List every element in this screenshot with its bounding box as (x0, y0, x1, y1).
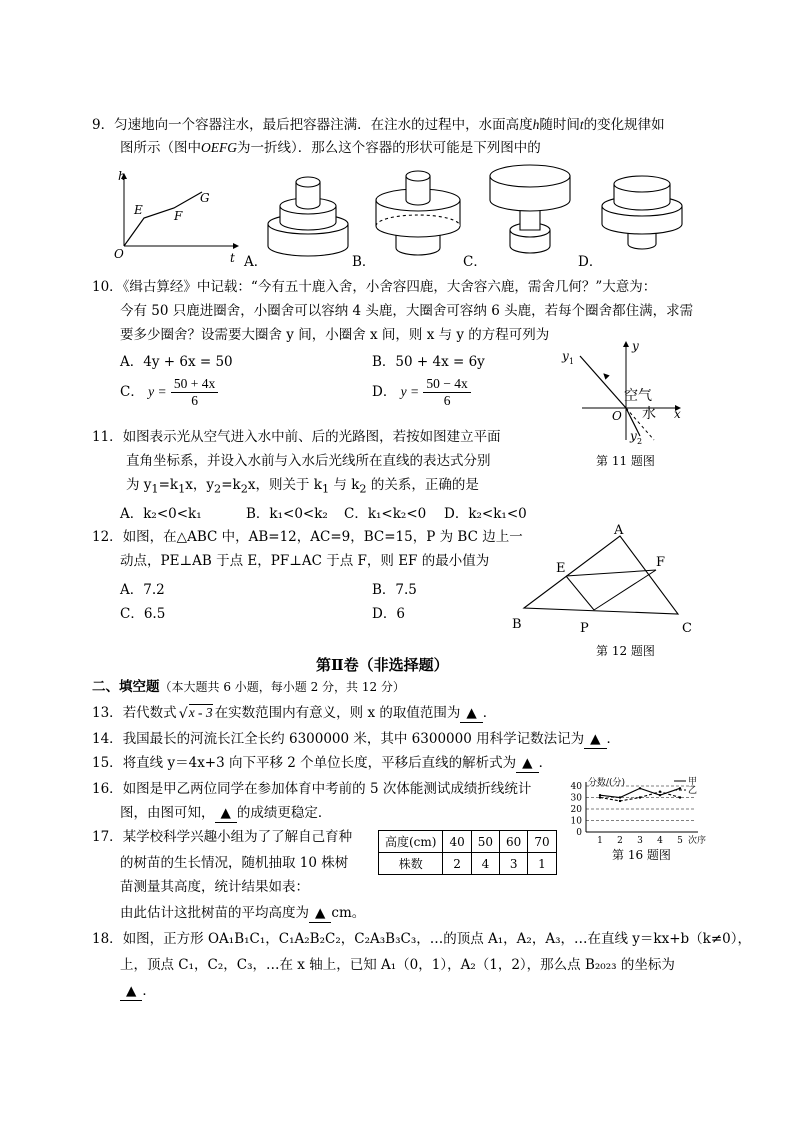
q11-label-o: O (612, 409, 622, 423)
q16-line1: 16．如图是甲乙两位同学在参加体育中考前的 5 次体能测试成绩折线统计 (92, 781, 532, 797)
q16-line2: 图，由图可知， ▲ 的成绩更稳定． (120, 805, 332, 821)
data-point (599, 794, 601, 796)
q10-option-a: A．4y + 6x = 50 (120, 354, 233, 370)
q9-option-a: A． (244, 254, 268, 270)
q12-option-d: D．6 (372, 606, 405, 622)
x-tick-label: 4 (657, 836, 663, 846)
table-row (379, 853, 557, 875)
series-line-1 (600, 788, 680, 797)
table-cell: 高度(cm) (379, 831, 443, 853)
data-point (639, 787, 641, 789)
graph-label-t: t (230, 251, 235, 265)
q11-caption: 第 11 题图 (596, 454, 655, 468)
q11-label-y1: y (562, 349, 569, 363)
graph-label-o: O (114, 247, 124, 261)
table-cell: 2 (443, 853, 471, 875)
q12-option-c: C．6.5 (120, 606, 166, 622)
data-point (679, 787, 681, 789)
q10-line3: 要多少圈舍？设需要大圈舍 y 间，小圈舍 x 间，则 x 与 y 的方程可列为 (120, 327, 550, 343)
q11-figure (558, 336, 690, 444)
table-cell: 1 (528, 853, 556, 875)
data-point (659, 791, 661, 793)
q11-label-air: 空气 (624, 388, 652, 404)
q15: 15．将直线 y＝4x+3 向下平移 2 个单位长度，平移后直线的解析式为 ▲ ． (92, 755, 553, 771)
q16-chart (560, 776, 720, 846)
graph-label-h: h (118, 169, 126, 183)
table-cell: 70 (528, 831, 556, 853)
table-cell: 3 (500, 853, 528, 875)
q13: 13．若代数式 √ x - 3 在实数范围内有意义，则 x 的取值范围为 ▲ ． (92, 705, 497, 722)
q11-line1: 11．如图表示光从空气进入水中前、后的光路图，若按如图建立平面 (92, 429, 501, 445)
q9-option-b: B． (352, 254, 376, 270)
q18-line3: ▲ ． (120, 982, 156, 1001)
x-tick-label: 5 (677, 836, 683, 846)
x-axis-label: 次序 (688, 836, 707, 846)
container-a (268, 177, 348, 256)
table-row (379, 831, 557, 853)
q11-label-y1-sub: 1 (569, 357, 575, 366)
q12-caption: 第 12 题图 (596, 644, 655, 658)
section2-title: 第Ⅱ卷（非选择题） (316, 656, 449, 674)
q12-option-b: B．7.5 (372, 582, 417, 598)
q11-line3: 为 $y_1=k_1x$，$y_2=k_2x$，则关于 $k_1$ 与 $k_2$ 的关系，正确的是 (126, 477, 479, 496)
q12-option-a: A．7.2 (120, 582, 165, 598)
q12-line2: 动点，PE⊥AB 于点 E，PF⊥AC 于点 F，则 EF 的最小值为 (120, 553, 490, 569)
q9-option-d: D． (578, 254, 603, 270)
q11-label-y2-sub: 2 (637, 437, 643, 444)
container-b (376, 171, 460, 255)
data-point (619, 796, 621, 798)
q10-line1: 10．《缉古算经》中记载：“今有五十鹿入舍，小舍容四鹿，大舍容六鹿，需舍几何？”大意为： (92, 279, 657, 295)
q17-line1: 17．某学校科学兴趣小组为了了解自己育种 (92, 829, 353, 845)
q11-label-water: 水 (642, 406, 656, 422)
graph-label-e: E (134, 203, 143, 217)
q10-option-d: D． y = $\frac{50 - 4x}{6}$ (372, 376, 471, 409)
q12-figure (508, 522, 704, 640)
q9-line2: 图所示（图中OEFG为一折线）．那么这个容器的形状可能是下列图中的 (120, 140, 541, 156)
q12-label-e: E (556, 561, 566, 576)
data-point (619, 800, 621, 802)
q10-line2: 今有 50 只鹿进圈舍，小圈舍可以容纳 4 头鹿，大圈舍可容纳 6 头鹿，若每个圈舍都住满，求需 (120, 303, 694, 319)
legend-label: 乙 (688, 786, 698, 796)
graph-label-g: G (200, 191, 210, 205)
q16-caption: 第 16 题图 (612, 848, 671, 862)
x-tick-label: 1 (597, 836, 603, 846)
data-point (659, 794, 661, 796)
q10-option-c: C． y = $\frac{50 + 4x}{6}$ (120, 376, 218, 409)
q9-containers (260, 162, 790, 266)
y-tick-label: 30 (570, 793, 582, 804)
table-cell: 50 (471, 831, 499, 853)
q11-option-b: B．k₁<0<k₂ (246, 506, 328, 522)
q12-label-p: P (580, 621, 589, 636)
q17-table (378, 830, 557, 875)
y-tick-label: 40 (570, 782, 582, 792)
data-point (639, 796, 641, 798)
q17-line4: 由此估计这批树苗的平均高度为 ▲ cm。 (120, 905, 366, 921)
graph-label-f: F (174, 209, 183, 223)
data-point (679, 796, 681, 798)
fill-in-header: 二、填空题（本大题共 6 小题，每小题 2 分，共 12 分） (92, 679, 405, 695)
q12-label-a: A (614, 523, 624, 538)
x-tick-label: 2 (617, 836, 623, 846)
q14: 14．我国最长的河流长江全长约 6300000 米，其中 6300000 用科学记数法记为 ▲ ． (92, 731, 620, 747)
q9-graph (112, 168, 244, 266)
q11-option-d: D．k₂<k₁<0 (444, 506, 527, 522)
q11-label-x: x (674, 407, 681, 421)
q11-label-y: y (632, 339, 639, 353)
legend-label: 甲 (688, 777, 698, 787)
q10-option-b: B．50 + 4x = 6y (372, 354, 485, 370)
q18-line1: 18．如图，正方形 OA₁B₁C₁，C₁A₂B₂C₂，C₂A₃B₃C₃，…的顶点 A₁，A₂，A₃，…在直线 y＝kx+b（k≠0）， (92, 931, 752, 947)
table-cell: 株数 (379, 853, 443, 875)
y-tick-label: 10 (570, 816, 582, 827)
table-cell: 4 (471, 853, 499, 875)
data-point (599, 796, 601, 798)
q9-line1: 9．匀速地向一个容器注水，最后把容器注满．在注水的过程中，水面高度h随时间t的变化规律如 (92, 117, 665, 133)
q12-label-b: B (512, 617, 522, 632)
x-tick-label: 3 (637, 836, 643, 846)
q11-line2: 直角坐标系，并设入水前与入水后光线所在直线的表达式分别 (126, 453, 491, 469)
q12-line1: 12．如图，在△ABC 中，AB=12，AC=9，BC=15，P 为 BC 边上一 (92, 529, 523, 545)
q17-line3: 苗测量其高度，统计结果如表： (120, 879, 309, 895)
q17-line2: 的树苗的生长情况，随机抽取 10 株树 (120, 855, 349, 871)
y-tick-label: 20 (570, 805, 582, 815)
container-c (490, 165, 570, 253)
q11-option-a: A．k₂<0<k₁ (120, 506, 202, 522)
q9-option-c: C． (463, 254, 487, 270)
q12-label-f: F (656, 555, 666, 570)
q12-label-c: C (682, 621, 692, 636)
y-axis-label: 分数/(分) (588, 778, 626, 788)
y-tick-label: 0 (576, 828, 582, 838)
table-cell: 40 (443, 831, 471, 853)
q11-label-y2: y (630, 429, 637, 443)
q18-line2: 上，顶点 C₁，C₂，C₃，…在 x 轴上，已知 A₁（0，1），A₂（1，2），那么点 B₂₀₂₃ 的坐标为 (120, 957, 675, 973)
container-d (602, 176, 682, 249)
table-cell: 60 (500, 831, 528, 853)
q11-option-c: C．k₁<k₂<0 (344, 506, 427, 522)
